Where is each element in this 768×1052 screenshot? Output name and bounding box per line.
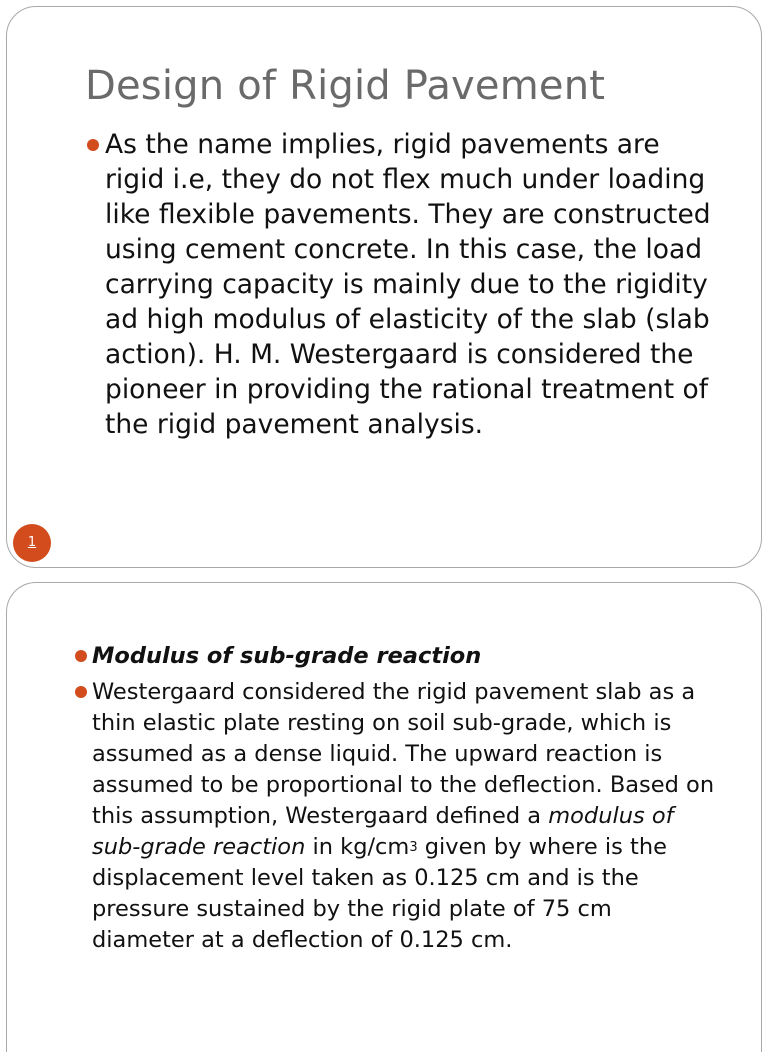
bullet-heading-text: Modulus of sub-grade reaction (92, 643, 482, 669)
bullet-text-part: in kg/cm (305, 834, 410, 860)
bullet-item (105, 127, 725, 442)
bullet-text-part: Westergaard considered the rigid pavement slab as a thin elastic plate resting on soil sub-grade, which is assumed as a dense liquid. The upward reaction is assumed to be proportional to the deflection. Based on this assumption, Westergaard defined a (92, 679, 715, 829)
slide-1 (6, 6, 762, 568)
slide-2 (6, 582, 762, 1052)
slide-title: Design of Rigid Pavement (85, 63, 606, 109)
superscript: 3 (409, 840, 418, 855)
bullet-heading-item (92, 641, 717, 672)
bullet-list (105, 127, 725, 442)
bullet-dot-icon (75, 686, 87, 698)
page-number-badge[interactable]: 1 (13, 524, 51, 562)
bullet-list (92, 641, 717, 961)
bullet-text-part: given by where is the displacement level taken as 0.125 cm and is the pressure sustained by the rigid plate of 75 cm diameter at a deflection of 0.125 cm. (92, 834, 667, 953)
bullet-item (92, 677, 717, 956)
bullet-dot-icon (87, 139, 99, 151)
bullet-dot-icon (75, 650, 87, 662)
bullet-text-italic: modulus of sub-grade reaction (92, 803, 674, 860)
bullet-text: As the name implies, rigid pavements are rigid i.e, they do not flex much under loading like flexible pavements. They are constructed using cement concrete. In this case, the load carrying capacity is mainly due to the rigidity ad high modulus of elasticity of the slab (slab action). H. M. Westergaard is considered the pioneer in providing the rational treatment of the rigid pavement analysis. (105, 129, 711, 440)
